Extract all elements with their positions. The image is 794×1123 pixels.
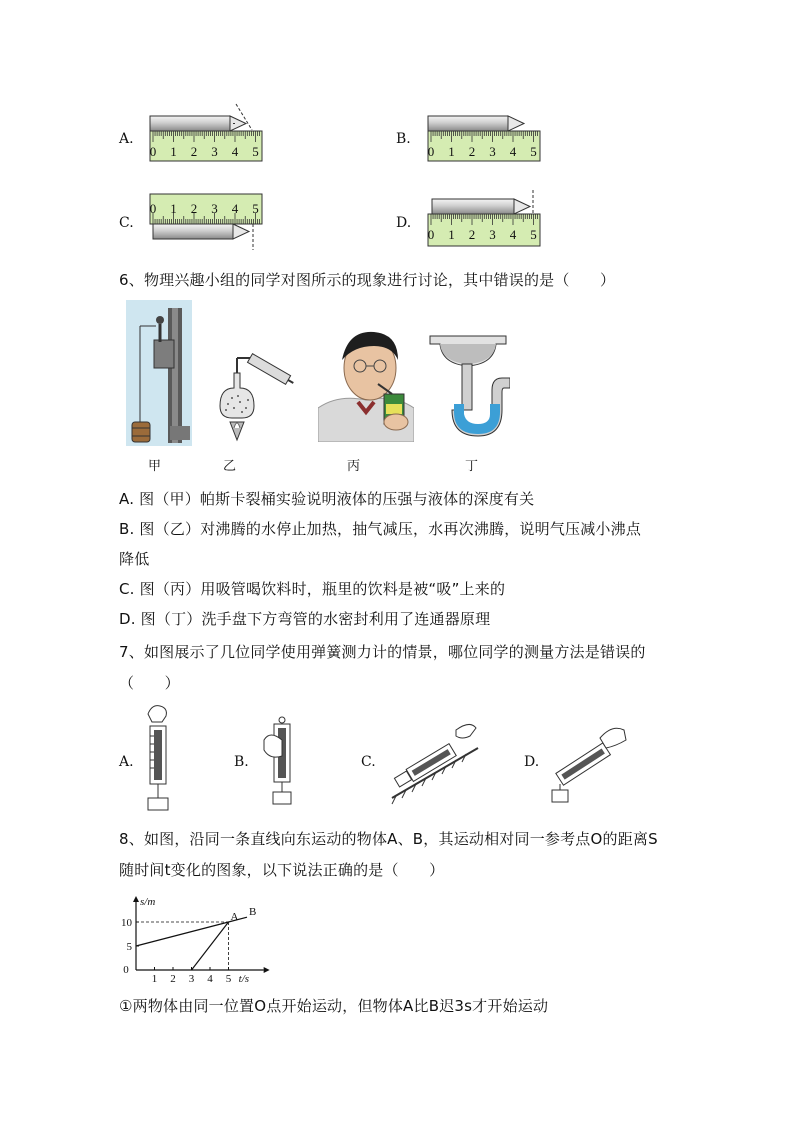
ruler-tick-label: 1 bbox=[170, 201, 177, 216]
q6-figure-yi bbox=[210, 348, 300, 448]
q6-option-b[interactable]: B. 图（乙）对沸腾的水停止加热，抽气减压，水再次沸腾，说明气压减小沸点 bbox=[119, 520, 642, 538]
x-axis-label: t/s bbox=[238, 973, 250, 985]
series-label-b: B bbox=[249, 906, 257, 919]
ruler-tick-label: 3 bbox=[211, 144, 218, 159]
ruler-tick-label: 4 bbox=[231, 201, 239, 216]
ruler-tick-label: 2 bbox=[468, 144, 476, 159]
q6-figure-bing bbox=[318, 320, 414, 442]
ruler-tick-label: 1 bbox=[448, 144, 455, 159]
ruler-tick-label: 4 bbox=[509, 144, 517, 159]
ruler-tick-label: 1 bbox=[170, 144, 177, 159]
q6-option-a[interactable]: A. 图（甲）帕斯卡裂桶实验说明液体的压强与液体的深度有关 bbox=[119, 490, 535, 508]
q8-statement-1: ①两物体由同一位置O点开始运动，但物体A比B迟3s才开始运动 bbox=[119, 997, 549, 1015]
q5-option-b-label[interactable]: B. bbox=[396, 131, 411, 147]
q7-option-a-figure bbox=[148, 706, 168, 810]
ruler-tick-label: 2 bbox=[190, 144, 198, 159]
y-tick-label: 5 bbox=[126, 941, 132, 953]
ruler-tick-label: 4 bbox=[231, 144, 239, 159]
q8-stem: 8、如图，沿同一条直线向东运动的物体A、B，其运动相对同一参考点O的距离S bbox=[119, 830, 658, 848]
x-tick-label: 3 bbox=[188, 973, 195, 985]
ruler-tick-label: 0 bbox=[149, 144, 157, 159]
q7-stem-cont: （ ） bbox=[119, 674, 180, 692]
ruler-tick-label: 5 bbox=[530, 227, 537, 242]
q7-option-c-figure bbox=[392, 724, 478, 804]
x-tick-label: 4 bbox=[207, 973, 213, 985]
ruler-tick-label: 3 bbox=[211, 201, 218, 216]
ruler-tick-label: 0 bbox=[149, 201, 157, 216]
ruler-tick-label: 0 bbox=[427, 227, 435, 242]
series-line-a bbox=[192, 922, 229, 970]
ruler-tick-label: 2 bbox=[190, 201, 198, 216]
x-tick-label: 2 bbox=[170, 973, 176, 985]
ruler-tick-label: 5 bbox=[252, 201, 259, 216]
q6-caption-yi: 乙 bbox=[223, 459, 237, 474]
q7-option-d-label[interactable]: D. bbox=[524, 754, 540, 770]
q7-option-b-label[interactable]: B. bbox=[234, 754, 249, 770]
q6-caption-ding: 丁 bbox=[465, 459, 479, 474]
q6-option-d[interactable]: D. 图（丁）洗手盘下方弯管的水密封利用了连通器原理 bbox=[119, 610, 491, 628]
y-axis-arrow bbox=[133, 896, 139, 902]
ruler-tick-label: 2 bbox=[468, 227, 476, 242]
ruler-tick-label: 3 bbox=[489, 227, 496, 242]
q6-option-b-cont[interactable]: 降低 bbox=[119, 550, 150, 568]
y-tick-label: 10 bbox=[121, 917, 132, 929]
ruler-tick-label: 5 bbox=[252, 144, 259, 159]
ruler-tick-label: 1 bbox=[448, 227, 455, 242]
series-label-a: A bbox=[230, 911, 239, 923]
q6-caption-bing: 丙 bbox=[347, 459, 361, 474]
x-tick-label: 5 bbox=[225, 973, 232, 985]
q7-option-a-label[interactable]: A. bbox=[119, 754, 134, 770]
ruler-tick-label: 3 bbox=[489, 144, 496, 159]
ruler-tick-label: 0 bbox=[427, 144, 435, 159]
q6-stem: 6、物理兴趣小组的同学对图所示的现象进行讨论，其中错误的是（ ） bbox=[119, 271, 616, 289]
q5-option-c-label[interactable]: C. bbox=[119, 215, 134, 231]
q6-figure-jia bbox=[126, 300, 192, 446]
q6-caption-jia: 甲 bbox=[148, 459, 162, 474]
q7-option-b-figure bbox=[264, 717, 291, 804]
series-line-b bbox=[136, 917, 247, 946]
ruler-tick-label: 5 bbox=[530, 144, 537, 159]
x-tick-label: 1 bbox=[151, 973, 158, 985]
origin-label: 0 bbox=[123, 964, 129, 976]
x-axis-arrow bbox=[264, 967, 270, 973]
q8-st-graph bbox=[116, 894, 276, 986]
q5-option-d-label[interactable]: D. bbox=[396, 215, 412, 231]
y-axis-label: s/m bbox=[140, 896, 156, 908]
q7-stem: 7、如图展示了几位同学使用弹簧测力计的情景，哪位同学的测量方法是错误的 bbox=[119, 643, 646, 661]
q7-option-c-label[interactable]: C. bbox=[361, 754, 376, 770]
q6-figure-ding bbox=[426, 330, 510, 442]
q5-option-a-label[interactable]: A. bbox=[119, 131, 134, 147]
q7-option-d-figure bbox=[552, 728, 626, 802]
q6-option-c[interactable]: C. 图（丙）用吸管喝饮料时，瓶里的饮料是被“吸”上来的 bbox=[119, 580, 506, 598]
ruler-tick-label: 4 bbox=[509, 227, 517, 242]
q8-stem-cont: 随时间t变化的图象，以下说法正确的是（ ） bbox=[119, 861, 445, 879]
